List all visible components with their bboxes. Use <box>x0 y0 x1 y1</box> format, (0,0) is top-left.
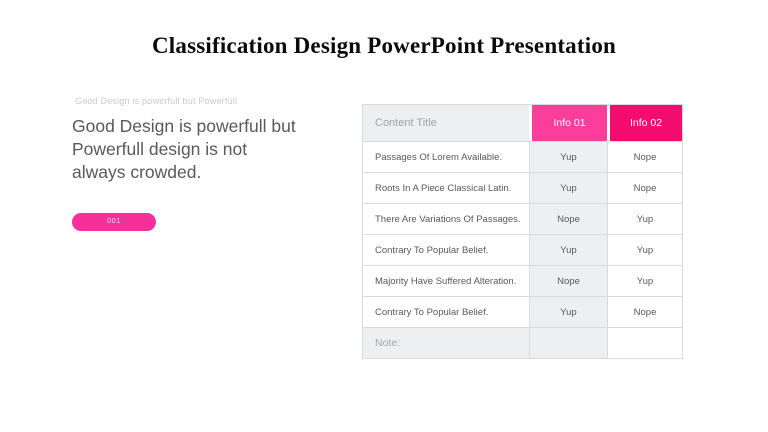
heading-line-1: Good Design is powerfull but <box>72 116 296 136</box>
row-info2-value: Nope <box>607 173 682 203</box>
left-text-panel <box>72 96 322 184</box>
number-badge-button[interactable]: 001 <box>72 213 156 231</box>
row-info2-value: Nope <box>607 297 682 327</box>
header-content-title: Content Title <box>363 105 529 141</box>
table-note-row <box>363 327 682 358</box>
table-row <box>363 234 682 265</box>
row-title: Contrary To Popular Belief. <box>363 235 529 265</box>
table-row <box>363 172 682 203</box>
table-row <box>363 141 682 172</box>
eyebrow-text: Good Design is powerfull but Powerfull <box>75 96 238 106</box>
row-info2-value: Nope <box>607 142 682 172</box>
table-row <box>363 203 682 234</box>
heading-line-2: Powerfull design is not <box>72 139 248 159</box>
classification-table <box>362 104 683 359</box>
row-info1-value: Nope <box>529 204 607 234</box>
note-info1-empty <box>529 328 607 358</box>
note-info2-empty <box>607 328 682 358</box>
row-title: There Are Variations Of Passages. <box>363 204 529 234</box>
row-info1-value: Yup <box>529 173 607 203</box>
heading-line-3: always crowded. <box>72 162 202 182</box>
row-title: Majority Have Suffered Alteration. <box>363 266 529 296</box>
row-title: Roots In A Piece Classical Latin. <box>363 173 529 203</box>
row-info2-value: Yup <box>607 235 682 265</box>
table-header-row <box>363 105 682 141</box>
row-info1-value: Nope <box>529 266 607 296</box>
header-info-02: Info 02 <box>607 105 682 141</box>
table-row <box>363 265 682 296</box>
header-info-01: Info 01 <box>529 105 607 141</box>
row-title: Passages Of Lorem Available. <box>363 142 529 172</box>
table-row <box>363 296 682 327</box>
slide-title: Classification Design PowerPoint Presentation <box>151 33 617 58</box>
note-label: Note: <box>363 328 529 358</box>
row-info1-value: Yup <box>529 297 607 327</box>
row-info1-value: Yup <box>529 142 607 172</box>
row-info1-value: Yup <box>529 235 607 265</box>
heading-text <box>72 115 322 184</box>
row-info2-value: Yup <box>607 204 682 234</box>
row-info2-value: Yup <box>607 266 682 296</box>
row-title: Contrary To Popular Belief. <box>363 297 529 327</box>
